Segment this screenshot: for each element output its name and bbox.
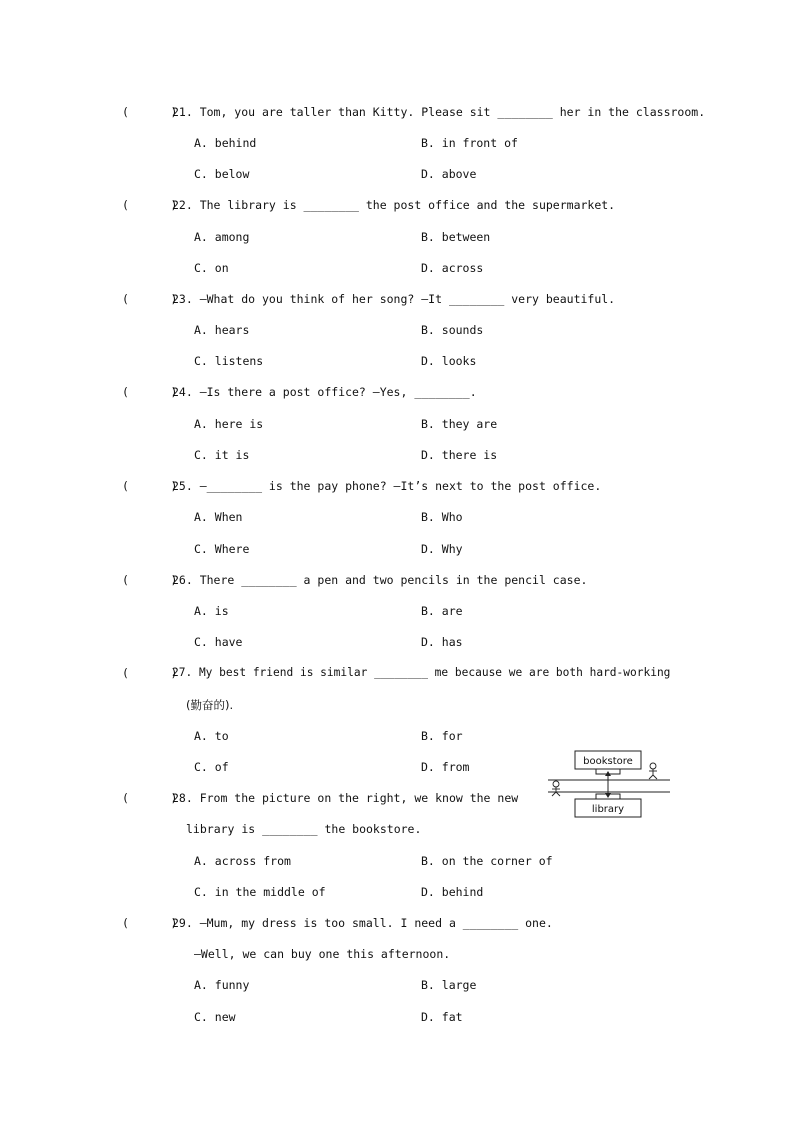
q22-option-d: D. across: [421, 261, 484, 275]
q24-option-c: C. it is: [194, 448, 250, 462]
answer-paren-26: ( ): [122, 573, 178, 587]
q29-option-d: D. fat: [421, 1010, 463, 1024]
q24-option-a: A. here is: [194, 417, 264, 431]
q23-option-c: C. listens: [194, 354, 264, 368]
q25-option-b: B. Who: [421, 510, 463, 524]
q27-option-d: D. from: [421, 760, 470, 774]
q25-option-c: C. Where: [194, 542, 250, 556]
answer-paren-21: ( ): [122, 105, 178, 119]
q21-option-b: B. in front of: [421, 136, 518, 150]
question-25-stem: 25. —________ is the pay phone? —It’s next to the post office.: [172, 479, 602, 493]
q21-option-c: C. below: [194, 167, 250, 181]
q23-option-b: B. sounds: [421, 323, 484, 337]
q22-option-c: C. on: [194, 261, 229, 275]
q26-option-b: B. are: [421, 604, 463, 618]
answer-paren-23: ( ): [122, 292, 178, 306]
q22-option-b: B. between: [421, 230, 491, 244]
q26-option-d: D. has: [421, 635, 463, 649]
question-29-stem-continued: —Well, we can buy one this afternoon.: [194, 947, 451, 961]
answer-paren-25: ( ): [122, 479, 178, 493]
question-28-stem: 28. From the picture on the right, we know the new: [172, 791, 519, 805]
street-map-figure: [544, 746, 674, 822]
answer-paren-22: ( ): [122, 198, 178, 212]
answer-paren-27: ( ): [122, 666, 178, 680]
q27-option-c: C. of: [194, 760, 229, 774]
q28-option-b: B. on the corner of: [421, 854, 553, 868]
q24-option-b: B. they are: [421, 417, 498, 431]
q24-option-d: D. there is: [421, 448, 498, 462]
q25-option-a: A. When: [194, 510, 243, 524]
answer-paren-24: ( ): [122, 385, 178, 399]
question-23-stem: 23. —What do you think of her song? —It ________ very beautiful.: [172, 292, 616, 306]
q28-option-d: D. behind: [421, 885, 484, 899]
q21-option-d: D. above: [421, 167, 477, 181]
question-27-stem-continued: (勤奋的).: [186, 698, 234, 712]
q29-option-a: A. funny: [194, 978, 250, 992]
q25-option-d: D. Why: [421, 542, 463, 556]
q28-option-a: A. across from: [194, 854, 291, 868]
question-21-stem: 21. Tom, you are taller than Kitty. Please sit ________ her in the classroom.: [172, 105, 706, 119]
question-29-stem: 29. —Mum, my dress is too small. I need a ________ one.: [172, 916, 553, 930]
person-icon-left: [552, 781, 560, 796]
q23-option-a: A. hears: [194, 323, 250, 337]
q29-option-b: B. large: [421, 978, 477, 992]
q23-option-d: D. looks: [421, 354, 477, 368]
q27-option-a: A. to: [194, 729, 229, 743]
question-27-stem: 27. My best friend is similar ________ me because we are both hard-working: [172, 666, 671, 679]
answer-paren-28: ( ): [122, 791, 178, 805]
question-26-stem: 26. There ________ a pen and two pencils in the pencil case.: [172, 573, 588, 587]
q26-option-a: A. is: [194, 604, 229, 618]
q27-option-b: B. for: [421, 729, 463, 743]
question-24-stem: 24. —Is there a post office? —Yes, ________.: [172, 385, 477, 399]
bookstore-label: bookstore: [583, 756, 633, 767]
question-22-stem: 22. The library is ________ the post office and the supermarket.: [172, 198, 616, 212]
q21-option-a: A. behind: [194, 136, 257, 150]
q29-option-c: C. new: [194, 1010, 236, 1024]
q28-option-c: C. in the middle of: [194, 885, 326, 899]
library-label: library: [591, 804, 625, 815]
person-icon-right: [649, 763, 657, 779]
question-28-stem-continued: library is ________ the bookstore.: [186, 822, 422, 836]
answer-paren-29: ( ): [122, 916, 178, 930]
q26-option-c: C. have: [194, 635, 243, 649]
q22-option-a: A. among: [194, 230, 250, 244]
